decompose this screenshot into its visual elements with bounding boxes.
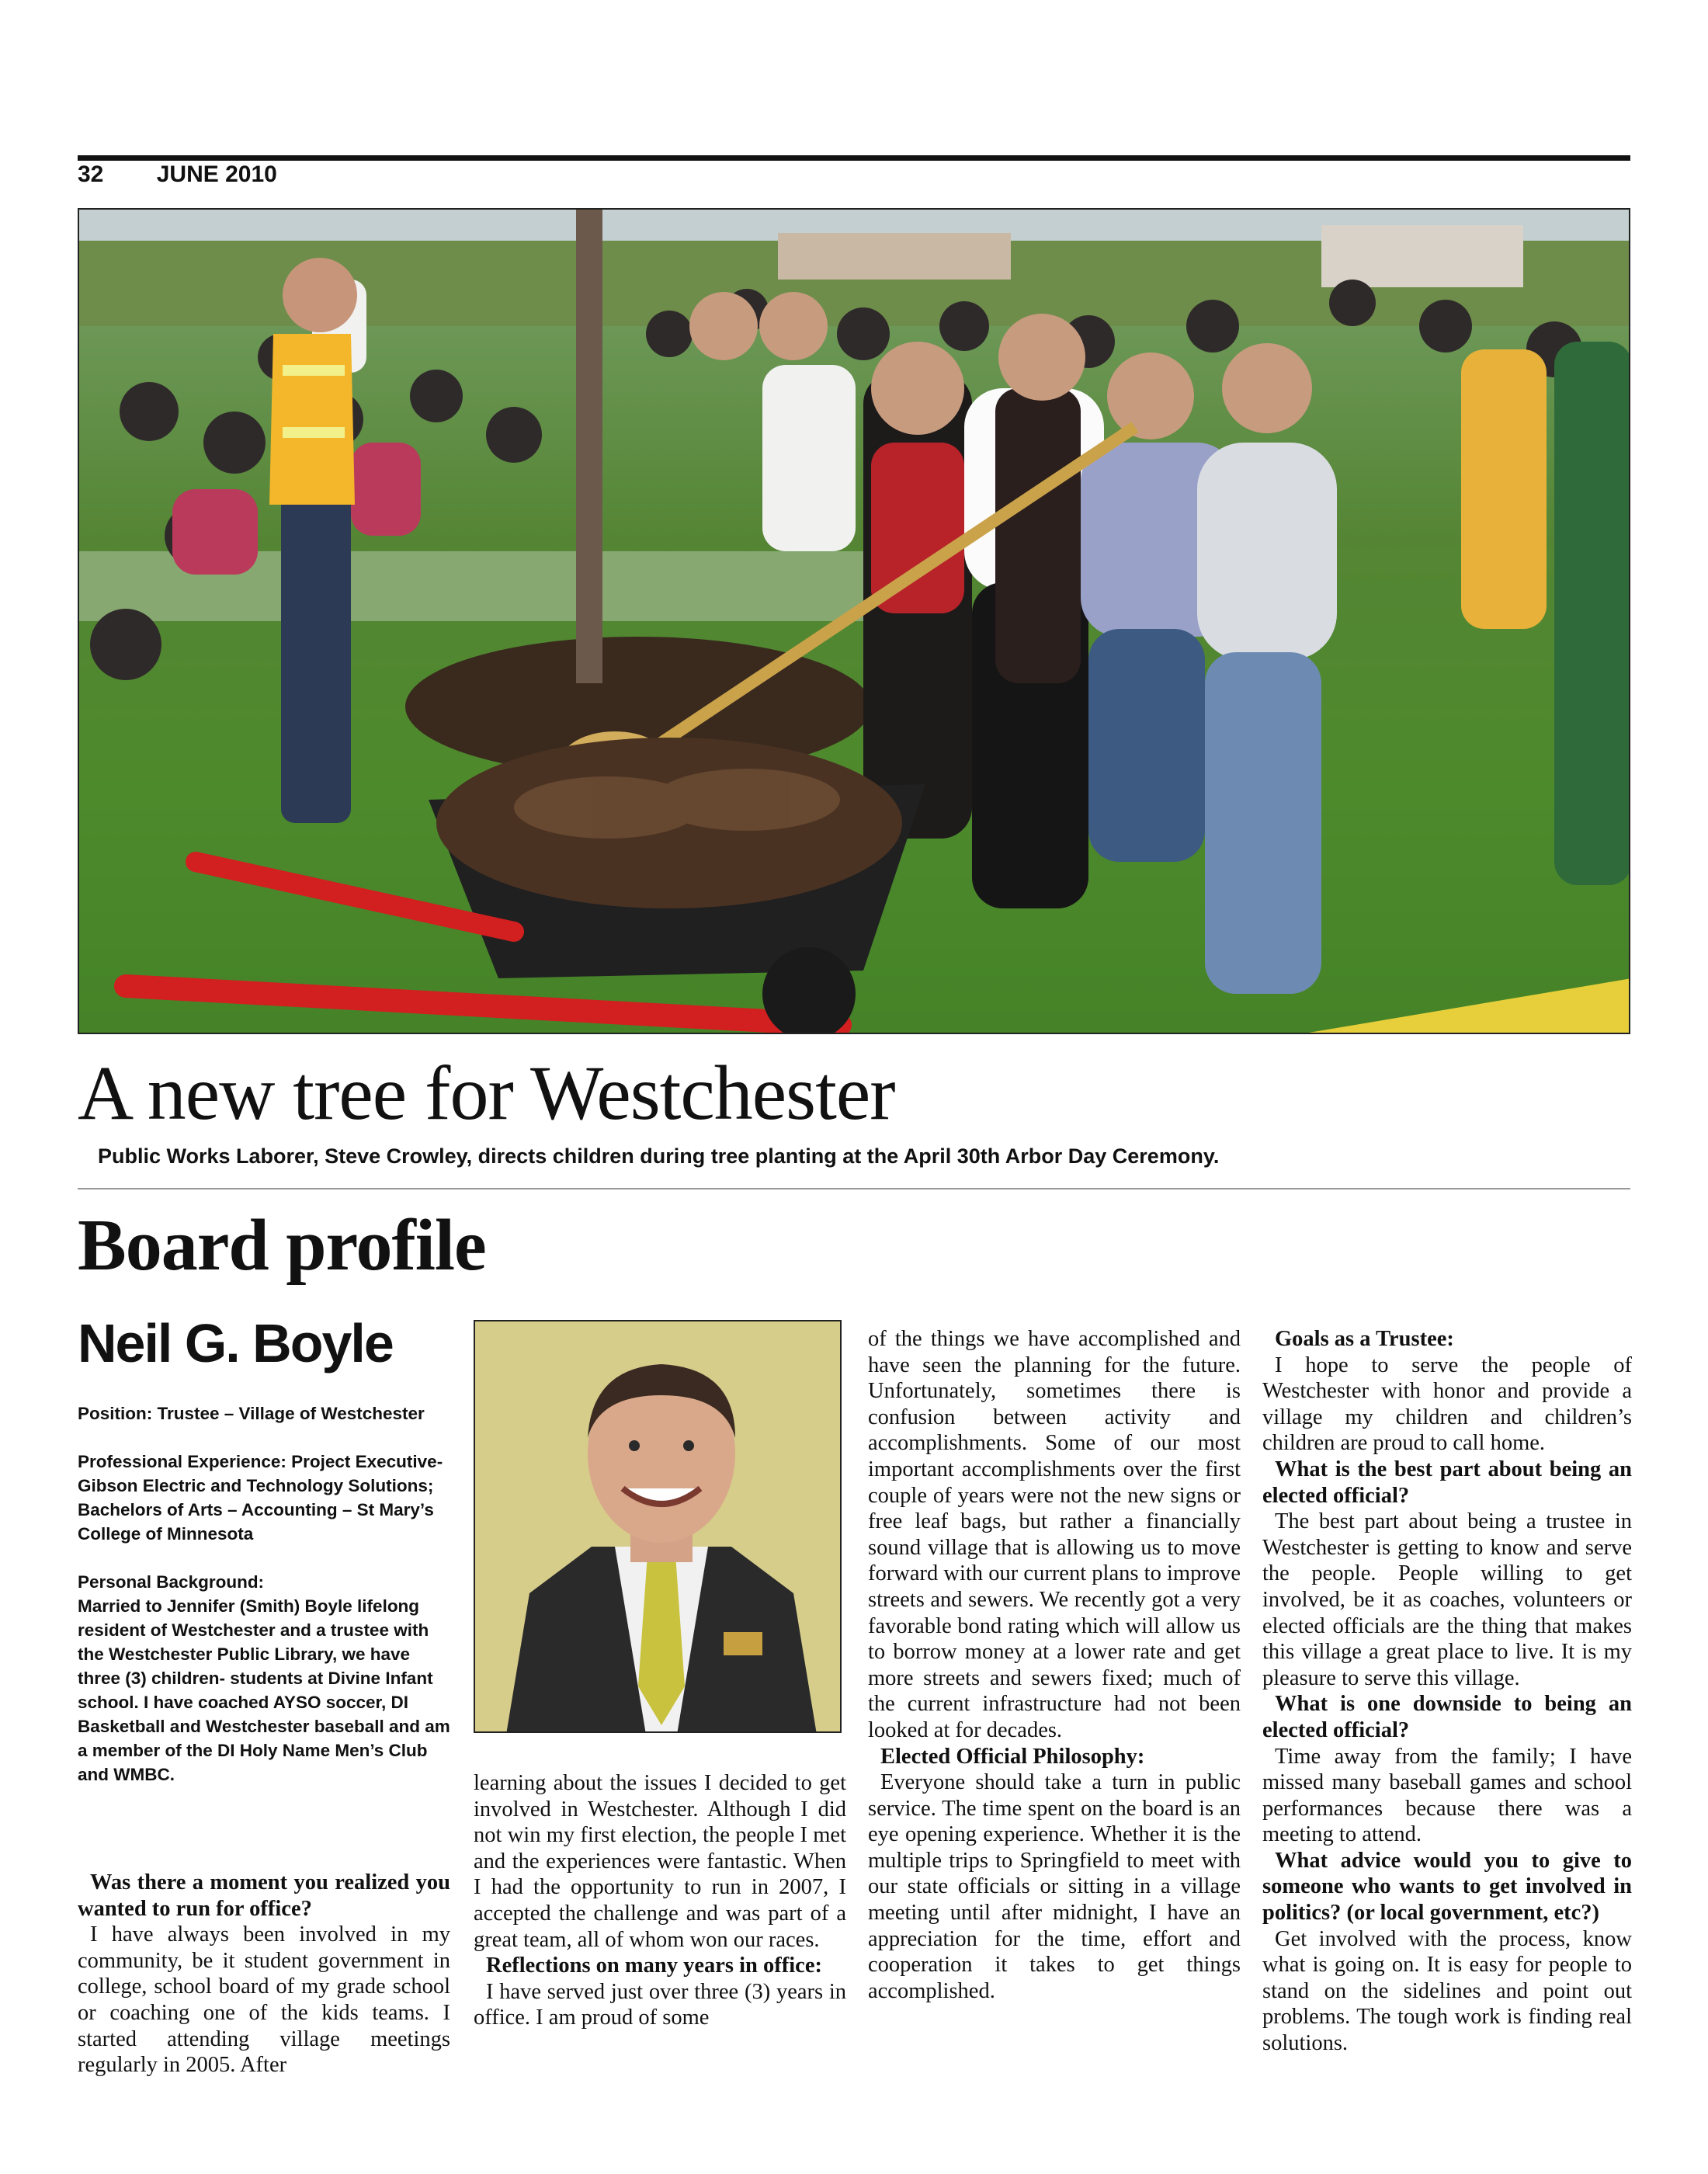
background-label: Personal Background: [78, 1572, 265, 1592]
header-rule [78, 155, 1630, 161]
answer-downside: Time away from the family; I have missed many baseball games and school performances because there was a meeting to attend. [1262, 1744, 1632, 1847]
feature-headline: A new tree for Westchester [78, 1050, 895, 1136]
profile-background [78, 1570, 450, 1787]
answer-philosophy: Everyone should take a turn in public service. The time spent on the board is an eye opening experience. Whether it is the multiple trips to Springfield to meet with our state officials or sitting in a village meeting until after midnight, I have an appreciation for the time, effort and cooperation it takes to get things accomplished. [868, 1770, 1241, 2003]
article-column-2 [474, 1770, 846, 2031]
photo-caption: Public Works Laborer, Steve Crowley, directs children during tree planting at the April 30th Arbor Day Ceremony. [98, 1144, 1220, 1168]
answer-best-part: The best part about being a trustee in Westchester is getting to know and serve the people. People willing to get involved, be it as coaches, volunteers or elected officials are the thing that makes this village a great place to live. It is my pleasure to serve this village. [1262, 1509, 1632, 1690]
tree-planting-photo [78, 208, 1630, 1034]
article-column-1 [78, 1870, 450, 2078]
question-advice: What advice would you to give to someone who wants to get involved in politics? (or local government, etc?) [1262, 1848, 1632, 1926]
article-column-4 [1262, 1326, 1632, 2057]
page-folio [78, 161, 277, 188]
question-run-for-office: Was there a moment you realized you wanted to run for office? [78, 1870, 450, 1921]
profile-experience: Professional Experience: Project Executive-Gibson Electric and Technology Solutions; Bachelors of Arts – Accounting – St Mary’s College of Minnesota [78, 1452, 443, 1544]
question-downside: What is one downside to being an elected official? [1262, 1692, 1632, 1742]
answer-reflections: I have served just over three (3) years in office. I am proud of some [474, 1979, 846, 2030]
profile-sidebar [78, 1401, 450, 1811]
issue-date: JUNE 2010 [156, 161, 277, 187]
tree-planting-illustration [79, 210, 1630, 1034]
question-philosophy: Elected Official Philosophy: [880, 1744, 1145, 1769]
profile-position: Position: Trustee – Village of Westchester [78, 1404, 425, 1423]
profile-name: Neil G. Boyle [78, 1313, 393, 1374]
answer-advice: Get involved with the process, know what is going on. It is easy for people to stand on the sidelines and point out problems. The tough work is finding real solutions. [1262, 1926, 1632, 2056]
question-reflections: Reflections on many years in office: [486, 1953, 822, 1978]
portrait-photo [474, 1320, 842, 1733]
question-best-part: What is the best part about being an elected official? [1262, 1457, 1632, 1508]
answer-goals: I hope to serve the people of Westchester with honor and provide a village my children and children’s children are proud to call home. [1262, 1353, 1632, 1456]
article-column-3 [868, 1326, 1241, 2004]
answer-run-for-office-continued: learning about the issues I decided to get involved in Westchester. Although I did not win my first election, the people I met and the experiences were fantastic. When I had the opportunity to run in 2007, I accepted the challenge and was part of a great team, all of whom won our races. [474, 1771, 846, 1952]
question-goals: Goals as a Trustee: [1275, 1327, 1454, 1351]
answer-reflections-continued: of the things we have accomplished and have seen the planning for the future. Unfortunately, sometimes there is confusion between activity and accomplishments. Some of our most important accomplishments over the first couple of years were not the new signs or free leaf bags, but rather a financially sound village that is allowing us to move forward with our current plans to improve streets and sewers. We recently got a very favorable bond rating which will allow us to borrow money at a lower rate and get more streets and sewers fixed; much of the current infrastructure had not been looked at for decades. [868, 1327, 1241, 1742]
section-title: Board profile [78, 1205, 486, 1286]
background-text: Married to Jennifer (Smith) Boyle lifelong resident of Westchester and a trustee with the Westchester Public Library, we have three (3) children- students at Divine Infant school. I have coached AYSO soccer, DI Basketball and Westchester baseball and am a member of the DI Holy Name Men’s Club and WMBC. [78, 1596, 450, 1784]
portrait-illustration [475, 1321, 842, 1733]
answer-run-for-office: I have always been involved in my community, be it student government in college, school board of my grade school or coaching one of the kids teams. I started attending village meetings regularly in 2005. After [78, 1922, 450, 2078]
page-number: 32 [78, 161, 104, 187]
section-divider [78, 1188, 1630, 1189]
